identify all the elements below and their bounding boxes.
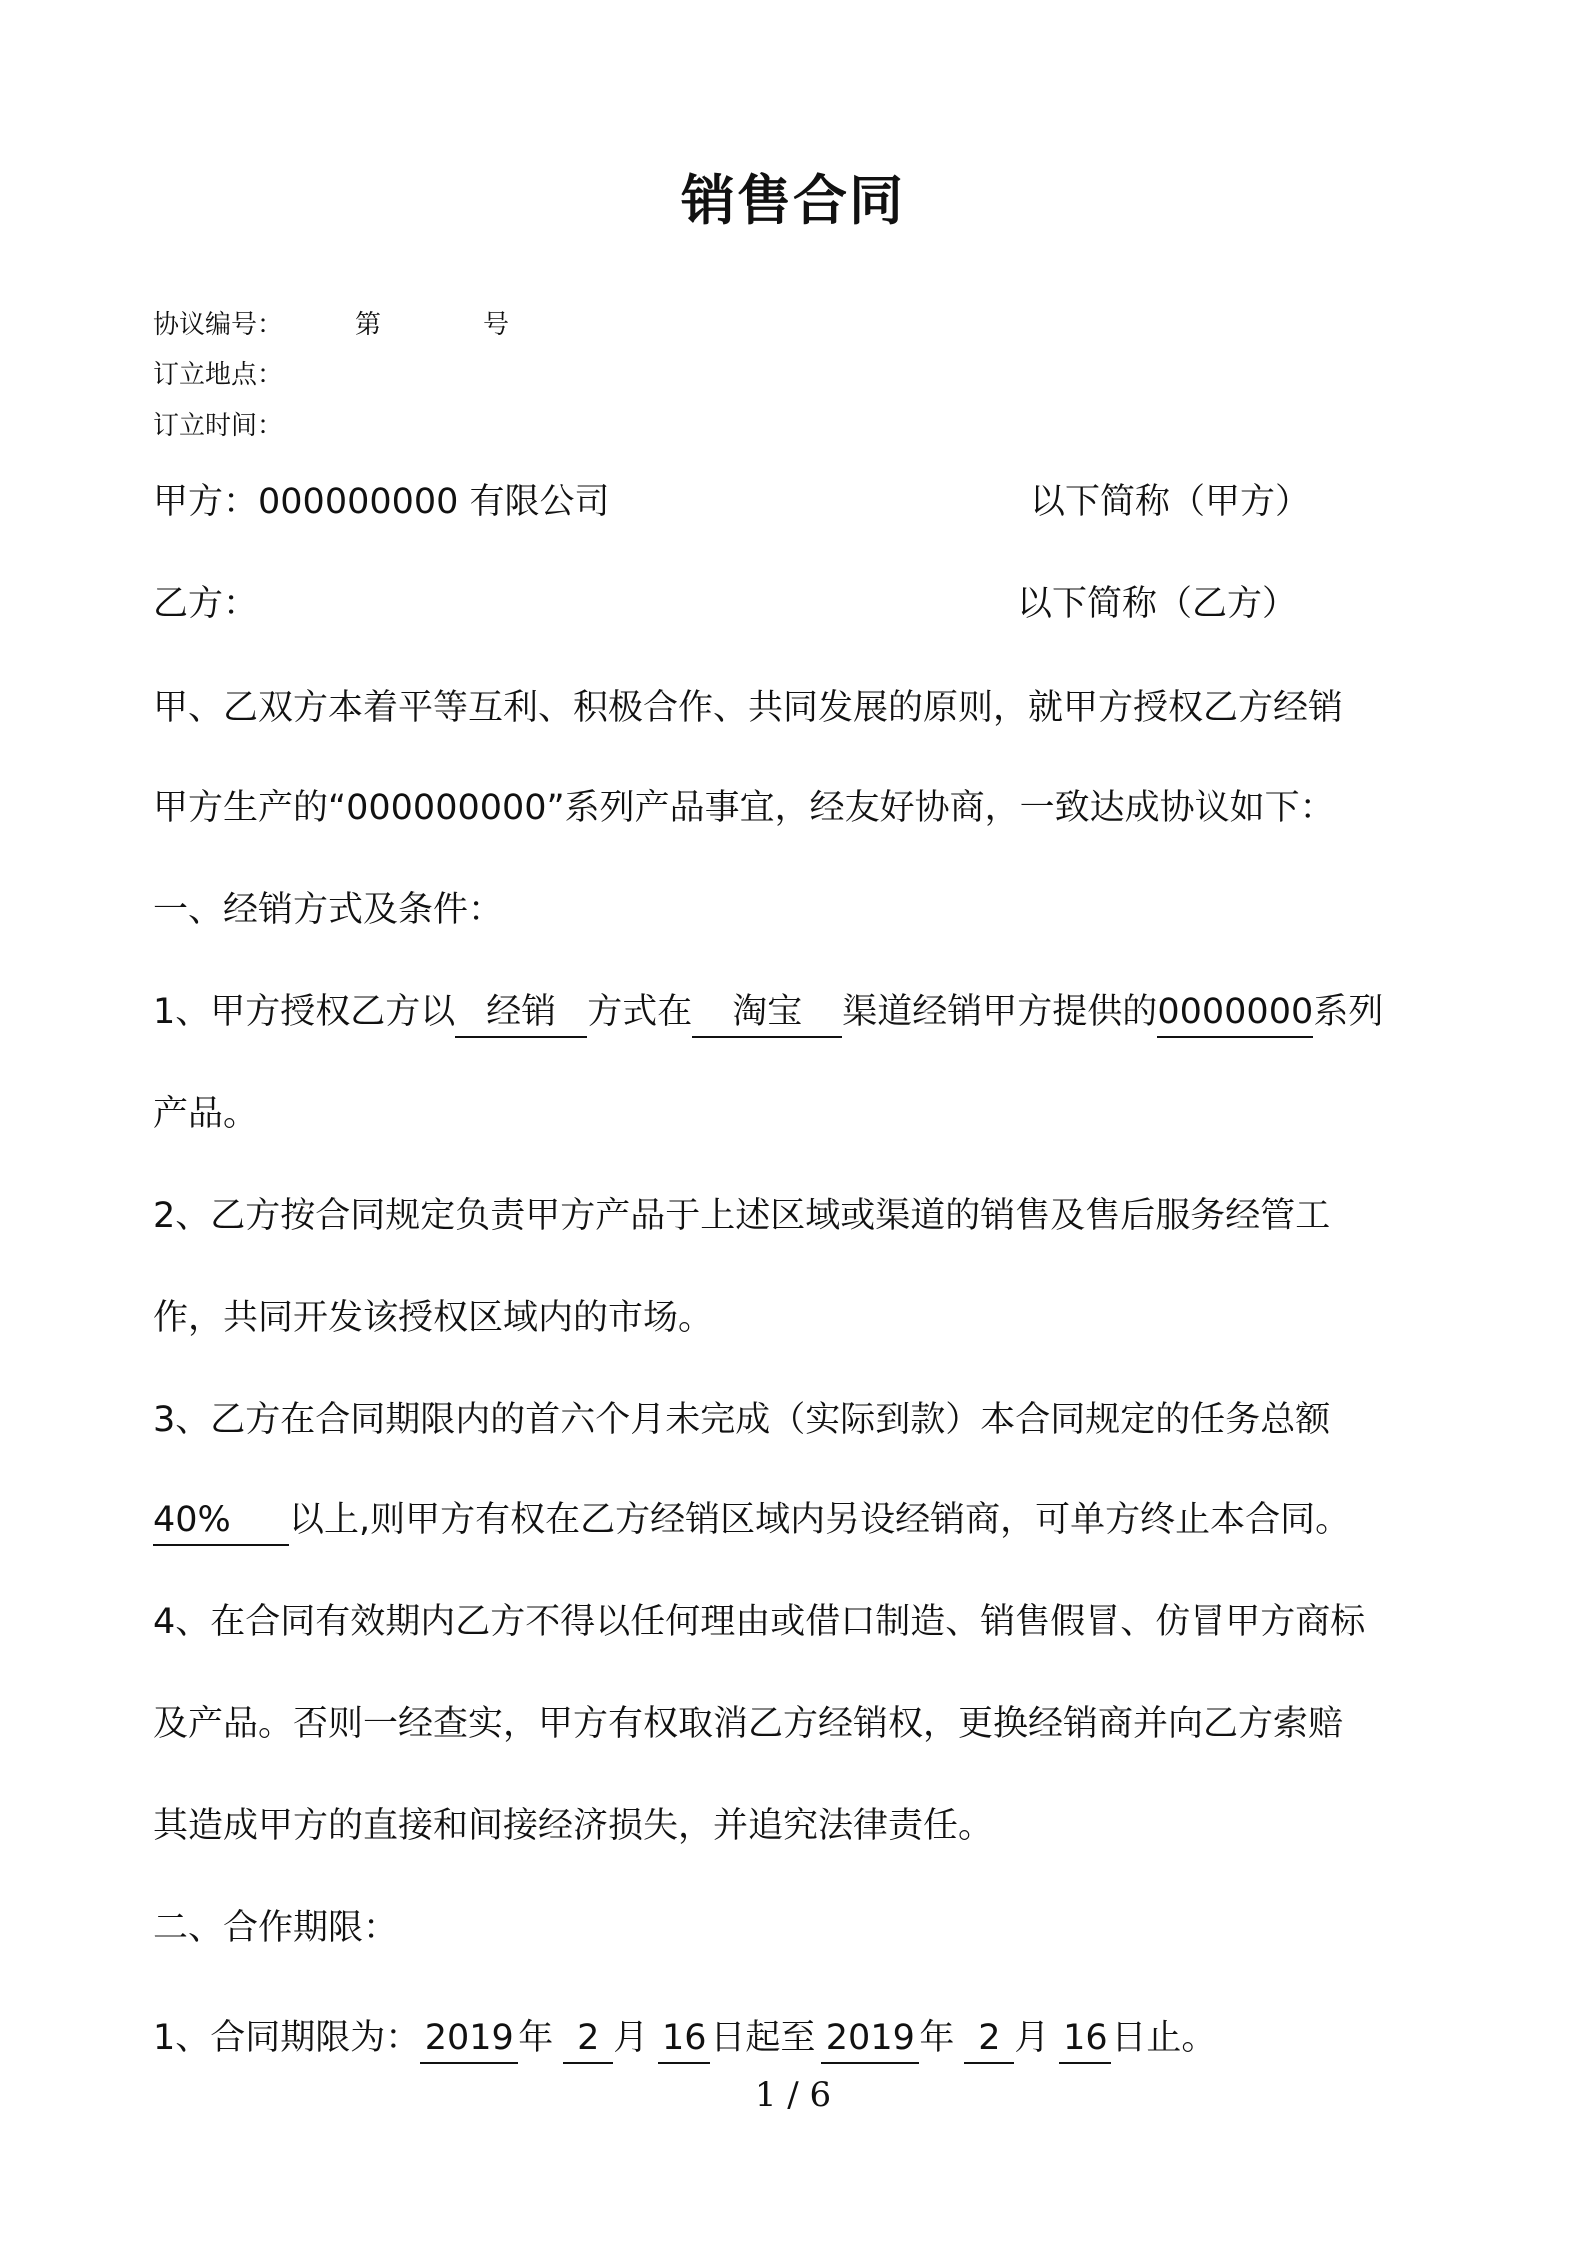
end-month-blank: 2	[964, 2014, 1014, 2064]
signing-place-label: 订立地点：	[153, 360, 284, 390]
section-2-heading: 二、合作期限：	[153, 1908, 399, 1948]
party-a-line	[153, 476, 610, 528]
section-1-item-2-line-1: 2、乙方按合同规定负责甲方产品于上述区域或渠道的销售及售后服务经管工	[153, 1196, 1331, 1236]
start-year-blank: 2019	[420, 2014, 518, 2064]
party-a-name: 000000000 有限公司	[258, 482, 610, 522]
party-a-label: 甲方：	[153, 482, 259, 522]
party-b-label: 乙方：	[153, 584, 259, 624]
start-month-blank: 2	[563, 2014, 613, 2064]
distribution-mode-blank: 经销	[455, 988, 587, 1038]
signing-time-label: 订立时间：	[153, 411, 284, 441]
agreement-number-hao: 号	[483, 310, 510, 340]
section-1-item-2-line-2: 作，共同开发该授权区域内的市场。	[153, 1298, 714, 1338]
end-day-blank: 16	[1059, 2014, 1111, 2064]
section-1-item-3-line-2: 40% 以上,则甲方有权在乙方经销区域内另设经销商，可单方终止本合同。	[153, 1494, 1350, 1546]
section-1-item-4-line-1: 4、在合同有效期内乙方不得以任何理由或借口制造、销售假冒、仿冒甲方商标	[153, 1602, 1366, 1642]
section-1-item-3-line-1: 3、乙方在合同期限内的首六个月未完成（实际到款）本合同规定的任务总额	[153, 1400, 1331, 1440]
section-1-heading: 一、经销方式及条件：	[153, 890, 504, 930]
product-series-blank: 0000000	[1157, 988, 1313, 1038]
page-number: 1 / 6	[754, 2075, 832, 2115]
section-1-item-1-line-2: 产品。	[153, 1094, 259, 1134]
party-a-alias: 以下简称（甲方）	[1030, 482, 1311, 522]
end-year-blank: 2019	[821, 2014, 919, 2064]
intro-line-1: 甲、乙双方本着平等互利、积极合作、共同发展的原则，就甲方授权乙方经销	[153, 688, 1344, 728]
task-percentage-blank: 40%	[153, 1496, 289, 1546]
agreement-number-line	[153, 304, 509, 341]
section-1-item-4-line-3: 其造成甲方的直接和间接经济损失，并追究法律责任。	[153, 1806, 994, 1846]
section-1-item-1-line-1: 1、甲方授权乙方以 经销 方式在 淘宝 渠道经销甲方提供的0000000系列	[153, 986, 1383, 1038]
section-1-item-4-line-2: 及产品。否则一经查实，甲方有权取消乙方经销权，更换经销商并向乙方索赔	[153, 1704, 1344, 1744]
document-title: 销售合同	[681, 169, 905, 232]
contract-period-line: 1、合同期限为： 2019 年 2 月 16 日起至 2019 年 2 月 16 日止。	[153, 2012, 1216, 2064]
agreement-number-di: 第	[355, 310, 382, 340]
channel-blank: 淘宝	[692, 988, 842, 1038]
intro-line-2: 甲方生产的“000000000”系列产品事宜，经友好协商，一致达成协议如下：	[153, 788, 1335, 828]
party-b-alias: 以下简称（乙方）	[1017, 584, 1298, 624]
start-day-blank: 16	[658, 2014, 710, 2064]
agreement-number-label: 协议编号：	[153, 310, 284, 340]
